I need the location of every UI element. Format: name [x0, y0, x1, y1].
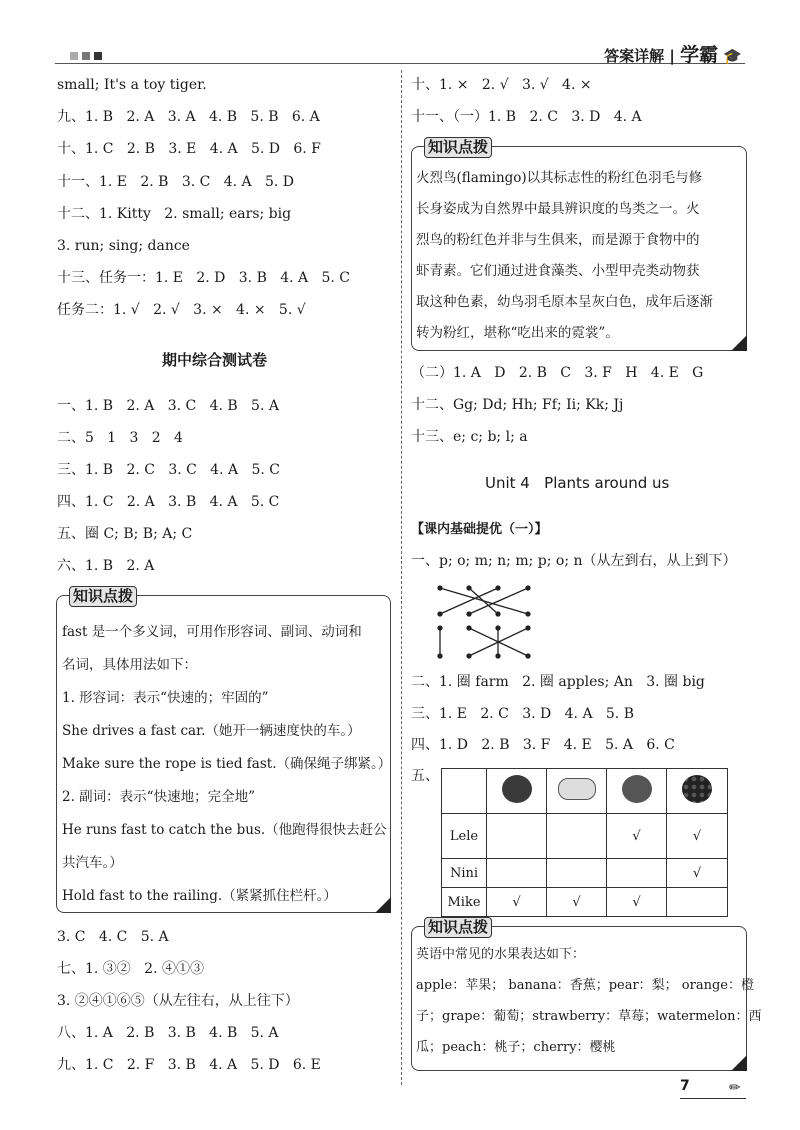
answer-line: 十三、任务一：1. E 2. D 3. B 4. A 5. C [57, 270, 350, 287]
answer-line: 三、1. B 2. C 3. C 4. A 5. C [57, 462, 280, 478]
brand-text: 答案详解 [604, 47, 665, 65]
header-square [82, 52, 90, 60]
answer-line: apple：苹果； banana：香蕉；pear：梨； orange：橙 [416, 978, 754, 993]
orange-icon [622, 775, 652, 803]
subsection-title: 【课内基础提优（一）】 [411, 522, 548, 537]
table-cell-mark [487, 814, 547, 859]
answer-line: 英语中常见的水果表达如下： [416, 947, 586, 962]
header-square [70, 52, 78, 60]
unit-title: Unit 4 Plants around us [485, 474, 670, 492]
answer-line: 火烈鸟(flamingo)以其标志性的粉红色羽毛与修 [416, 170, 703, 186]
table-cell-mark: √ [547, 888, 607, 917]
banana-icon [558, 778, 596, 800]
table-cell-name: Lele [442, 814, 487, 859]
tip-tag: 知识点拨 [69, 586, 137, 607]
table-row [442, 814, 728, 859]
grape-icon [682, 775, 712, 803]
table-cell-mark: √ [667, 814, 728, 859]
table-row [442, 859, 728, 888]
answer-line: 七、1. ③② 2. ④①③ [57, 961, 204, 977]
answer-line: 烈鸟的粉红色并非与生俱来，而是源于食物中的 [416, 232, 700, 248]
answer-line: 转为粉红，堪称“吃出来的霓裳”。 [416, 325, 619, 341]
answer-line: 五、圈 C; B; B; A; C [57, 526, 193, 542]
answer-line: 3. run; sing; dance [57, 238, 190, 254]
table-cell-mark: √ [607, 814, 667, 859]
table-cell-mark: √ [607, 888, 667, 917]
answer-line: 十、1. × 2. √ 3. √ 4. × [411, 77, 592, 93]
answer-line: 名词，具体用法如下： [62, 657, 197, 673]
answer-line: 3. C 4. C 5. A [57, 929, 169, 945]
answer-line: 取这种色素，幼鸟羽毛原本呈灰白色，成年后逐渐 [416, 294, 713, 310]
answer-line: 四、1. C 2. A 3. B 4. A 5. C [57, 494, 280, 510]
answer-line: 二、5 1 3 2 4 [57, 430, 183, 446]
answer-line: Make sure the rope is tied fast.（确保绳子绑紧。） [62, 756, 392, 772]
column-divider [401, 70, 402, 1085]
page-curl-icon [731, 1055, 747, 1071]
answer-line: 四、1. D 2. B 3. F 4. E 5. A 6. C [411, 737, 675, 753]
answer-line: 六、1. B 2. A [57, 558, 155, 574]
page-curl-icon [731, 335, 747, 351]
table-cell-name: Nini [442, 859, 487, 888]
answer-line: fast 是一个多义词，可用作形容词、副词、动词和 [62, 624, 362, 640]
answer-line: He runs fast to catch the bus.（他跑得很快去赶公 [62, 822, 387, 838]
answer-line: 2. 副词：表示“快速地；完全地” [62, 789, 255, 805]
answer-line: 八、1. A 2. B 3. B 4. B 5. A [57, 1025, 279, 1041]
answer-line: 十一、1. E 2. B 3. C 4. A 5. D [57, 173, 294, 190]
answer-line: 3. ②④①⑥⑤（从左往右，从上往下） [57, 993, 299, 1009]
answer-line: 共汽车。） [62, 855, 123, 871]
page-number-rule [680, 1098, 746, 1099]
page-number: 7 [680, 1078, 690, 1094]
tip-tag: 知识点拨 [424, 137, 492, 158]
fruit-table [441, 768, 728, 917]
table-cell-mark [547, 814, 607, 859]
answer-line: （二）1. A D 2. B C 3. F H 4. E G [411, 365, 704, 381]
answer-line: 长身姿成为自然界中最具辨识度的鸟类之一。火 [416, 201, 700, 217]
answer-line: She drives a fast car.（她开一辆速度快的车。） [62, 723, 361, 739]
answer-line: 二、1. 圈 farm 2. 圈 apples; An 3. 圈 big [411, 674, 705, 690]
answer-line: 十三、e; c; b; l; a [411, 429, 528, 445]
graduation-cap-icon: 🎓 [723, 47, 742, 65]
tip-tag: 知识点拨 [424, 917, 492, 938]
apple-icon [502, 775, 532, 803]
table-row [442, 888, 728, 917]
table-cell-mark: √ [667, 859, 728, 888]
answer-line: 瓜；peach：桃子；cherry：樱桃 [416, 1040, 616, 1055]
answer-line: 一、1. B 2. A 3. C 4. B 5. A [57, 398, 279, 414]
answer-line: 十二、1. Kitty 2. small; ears; big [57, 205, 292, 222]
answer-line: 一、p; o; m; n; m; p; o; n（从左到右，从上到下） [411, 553, 737, 569]
answer-line: 三、1. E 2. C 3. D 4. A 5. B [411, 705, 634, 722]
answer-line: 1. 形容词：表示“快速的；牢固的” [62, 690, 269, 706]
table-cell [607, 769, 667, 814]
table-cell [442, 769, 487, 814]
section-title: 期中综合测试卷 [162, 351, 268, 369]
answer-line: 虾青素。它们通过进食藻类、小型甲壳类动物获 [416, 263, 700, 279]
answer-line: Hold fast to the railing.（紧紧抓住栏杆。） [62, 888, 337, 904]
header-brand: 答案详解 | 学霸 🎓 [604, 44, 742, 66]
table-cell [667, 769, 728, 814]
table-cell-mark [547, 859, 607, 888]
brand-logo-text: 学霸 [680, 44, 719, 66]
answer-line: 九、1. B 2. A 3. A 4. B 5. B 6. A [57, 109, 320, 126]
table-cell-mark [487, 859, 547, 888]
matching-lines-diagram [430, 580, 540, 665]
table-cell [487, 769, 547, 814]
answer-line: 十、1. C 2. B 3. E 4. A 5. D 6. F [57, 141, 321, 158]
table-cell [547, 769, 607, 814]
table-header-row [442, 769, 728, 814]
page-curl-icon [375, 897, 391, 913]
answer-line: 子；grape：葡萄；strawberry：草莓；watermelon：西 [416, 1009, 762, 1024]
table-cell-name: Mike [442, 888, 487, 917]
header-square [94, 52, 102, 60]
answer-line: 十一、（一）1. B 2. C 3. D 4. A [411, 109, 642, 125]
answer-line: 任务二：1. √ 2. √ 3. × 4. × 5. √ [57, 302, 306, 319]
table-cell-mark [667, 888, 728, 917]
pencil-icon: ✏ [729, 1080, 741, 1096]
answer-line: small; It's a toy tiger. [57, 77, 207, 93]
answer-line: 十二、Gg; Dd; Hh; Ff; Ii; Kk; Jj [411, 397, 624, 413]
table-cell-mark: √ [487, 888, 547, 917]
table-label: 五、 [411, 768, 439, 784]
table-cell-mark [607, 859, 667, 888]
answer-line: 九、1. C 2. F 3. B 4. A 5. D 6. E [57, 1057, 321, 1073]
